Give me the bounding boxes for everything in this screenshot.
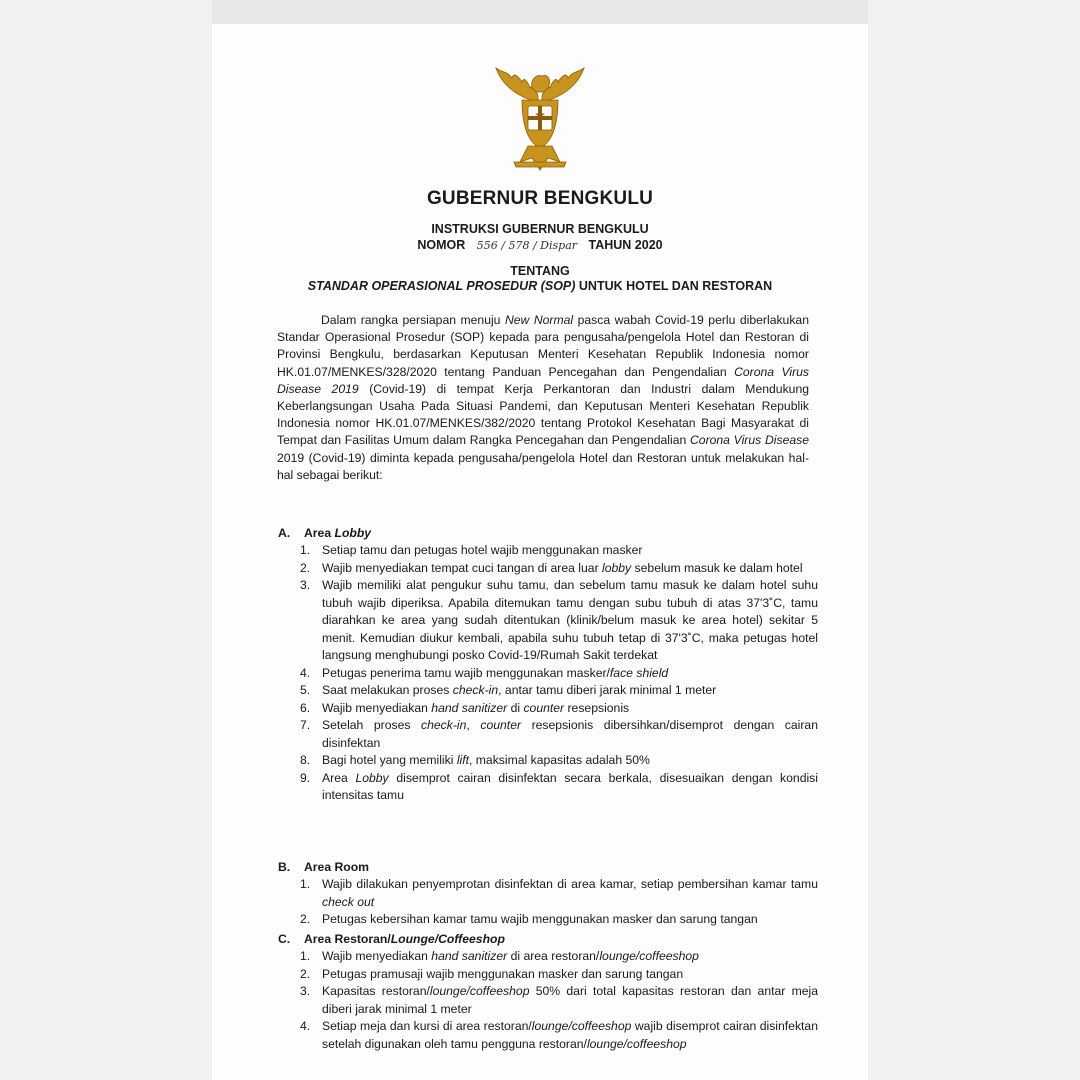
- subject-italic: STANDAR OPERASIONAL PROSEDUR (SOP): [307, 279, 576, 293]
- section-c-title-italic: Lounge/Coffeeshop: [390, 932, 505, 946]
- list-item: [278, 966, 818, 984]
- intro-paragraph: [277, 312, 809, 484]
- list-item-text: ,: [466, 718, 481, 732]
- list-item: [278, 948, 818, 966]
- list-item: [278, 1018, 818, 1053]
- list-item: [278, 911, 818, 929]
- list-item: [278, 717, 818, 752]
- section-b-title: Area Room: [304, 860, 370, 874]
- section-c-letter: C.: [278, 932, 291, 946]
- intro-text-1: Dalam rangka persiapan menuju: [321, 313, 505, 327]
- list-item-text: Petugas pramusaji wajib menggunakan masker dan sarung tangan: [322, 966, 684, 981]
- list-item-italic: lounge/coffeeshop: [531, 1019, 632, 1033]
- list-item-text: Wajib memiliki alat pengukur suhu tamu, dan sebelum tamu masuk ke dalam hotel suhu tubuh wajib diperiksa. Apabila ditemukan tamu dengan subu tubuh di atas 37'3˚C, tamu diarahkan ke area yang sudah ditentukan (klinik/belum masuk ke area hotel) sekitar 5 menit. Kemudian diukur kembali, apabila suhu tubuh tetap di 37'3˚C, maka petugas hotel langsung menghubungi posko Covid-19/Rumah Sakit terdekat: [322, 578, 818, 662]
- list-item-text: Saat melakukan proses: [322, 683, 453, 697]
- document-number: [212, 238, 868, 252]
- section-a: [278, 524, 818, 805]
- document-page: [212, 24, 868, 1080]
- list-item-number: 7.: [300, 718, 311, 732]
- list-item-number: 9.: [300, 770, 311, 785]
- document-subject: [212, 279, 868, 293]
- section-b-letter: B.: [278, 860, 291, 874]
- list-item: [278, 770, 818, 805]
- list-item-text: wajib disemprot cairan disinfektan setelah digunakan oleh tamu pengguna restoran/: [322, 1019, 818, 1051]
- list-item-number: 3.: [300, 984, 311, 998]
- list-item: [278, 665, 818, 683]
- list-item-number: 1.: [300, 543, 311, 557]
- list-item: [278, 752, 818, 770]
- section-a-list: [278, 542, 818, 805]
- list-item-text: Kapasitas restoran/: [322, 984, 430, 998]
- list-item-text: Setiap tamu dan petugas hotel wajib menggunakan masker: [322, 543, 643, 557]
- list-item-italic: Lobby: [355, 770, 389, 785]
- list-item-number: 6.: [300, 700, 311, 715]
- list-item-text: , maksimal kapasitas adalah 50%: [469, 753, 650, 767]
- garuda-emblem-icon: [492, 66, 588, 174]
- list-item-text: , antar tamu diberi jarak minimal 1 meter: [498, 683, 717, 697]
- list-item-text: Bagi hotel yang memiliki: [322, 753, 457, 767]
- list-item: [278, 542, 818, 560]
- list-item-italic: lobby: [602, 560, 632, 575]
- instruction-title: INSTRUKSI GUBERNUR BENGKULU: [431, 222, 649, 236]
- list-item: [278, 983, 818, 1018]
- list-item-text: resepsionis: [564, 700, 630, 715]
- section-a-title-italic: Lobby: [334, 526, 372, 540]
- nomor-handwritten: 556 / 578 / Dispar: [476, 239, 578, 252]
- section-c-heading: [278, 930, 818, 948]
- list-item-text: Wajib menyediakan tempat cuci tangan di area luar: [322, 560, 603, 575]
- list-item-text: sebelum masuk ke dalam hotel: [631, 560, 803, 575]
- list-item-italic: lounge/coffeeshop: [429, 984, 530, 998]
- list-item-text: di area restoran/: [507, 949, 600, 963]
- list-item-number: 4.: [300, 665, 311, 680]
- intro-italic-2: Corona Virus Disease 2019: [277, 364, 809, 396]
- list-item-number: 5.: [300, 683, 311, 697]
- list-item-number: 8.: [300, 753, 311, 767]
- list-item: [278, 700, 818, 718]
- list-item-italic: counter: [523, 700, 565, 715]
- list-item-text: Area: [322, 770, 356, 785]
- list-item-italic: lounge/coffeeshop: [599, 949, 699, 963]
- list-item-text: Wajib dilakukan penyemprotan disinfektan di area kamar, setiap pembersihan kamar tamu: [322, 877, 818, 891]
- list-item-text: Wajib menyediakan: [322, 949, 432, 963]
- list-item-text: Petugas penerima tamu wajib menggunakan masker/: [322, 665, 610, 680]
- section-a-title: Area: [304, 526, 335, 540]
- tahun-label: TAHUN 2020: [588, 238, 663, 252]
- list-item-number: 1.: [300, 949, 311, 963]
- list-item-italic: check-in: [452, 683, 499, 697]
- list-item-italic: face shield: [609, 665, 669, 680]
- intro-text-3: (Covid-19) di tempat Kerja Perkantoran dan Industri dalam Mendukung Keberlangsungan Usaha Pada Situasi Pandemi, dan Keputusan Menteri Kesehatan Republik Indonesia nomor HK.01.07/MENKES/382/2020 tentang Protokol Kesehatan Bagi Masyarakat di Tempat dan Fasilitas Umum dalam Rangka Pencegahan dan Pengendalian: [277, 381, 809, 448]
- top-strip: [212, 0, 868, 24]
- document-title: GUBERNUR BENGKULU: [426, 188, 654, 209]
- section-b-heading: [278, 858, 818, 876]
- list-item-text: disemprot cairan disinfektan secara berkala, disesuaikan dengan kondisi intensitas tamu: [322, 770, 818, 802]
- list-item-text: Petugas kebersihan kamar tamu wajib menggunakan masker dan sarung tangan: [322, 912, 758, 926]
- section-b: [278, 858, 818, 929]
- tentang-label: TENTANG: [510, 264, 570, 278]
- nomor-label: NOMOR: [417, 238, 466, 252]
- subject-rest: UNTUK HOTEL DAN RESTORAN: [575, 279, 773, 293]
- list-item-italic: counter: [480, 718, 522, 732]
- list-item-text: Wajib menyediakan: [322, 700, 432, 715]
- list-item-italic: check-in: [421, 718, 467, 732]
- list-item-italic: hand sanitizer: [431, 700, 508, 715]
- list-item-text: di: [507, 700, 524, 715]
- list-item-number: 2.: [300, 966, 311, 981]
- intro-italic-3: Corona Virus Disease: [689, 433, 809, 448]
- list-item-text: Setelah proses: [322, 718, 422, 732]
- list-item-italic: check out: [322, 894, 375, 909]
- list-item-number: 3.: [300, 578, 311, 592]
- list-item-text: 50% dari total kapasitas restoran dan antar meja diberi jarak minimal 1 meter: [322, 984, 818, 1016]
- section-c-title: Area Restoran/: [304, 932, 391, 946]
- section-c: [278, 930, 818, 1053]
- section-a-heading: [278, 524, 818, 542]
- list-item: [278, 682, 818, 700]
- list-item-number: 1.: [300, 877, 311, 891]
- list-item-text: resepsionis dibersihkan/disemprot dengan cairan disinfektan: [322, 718, 818, 750]
- list-item-italic: hand sanitizer: [431, 949, 508, 963]
- intro-italic-1: New Normal: [504, 313, 574, 327]
- section-b-list: [278, 876, 818, 929]
- list-item: [278, 577, 818, 665]
- list-item-number: 4.: [300, 1019, 311, 1033]
- list-item-number: 2.: [300, 912, 311, 926]
- intro-text-2: pasca wabah Covid-19 perlu diberlakukan Standar Operasional Prosedur (SOP) kepada para pengusaha/pengelola Hotel dan Restoran di Provinsi Bengkulu, berdasarkan Keputusan Menteri Kesehatan Republik Indonesia nomor HK.01.07/MENKES/328/2020 tentang Panduan Pencegahan dan Pengendalian: [277, 313, 809, 379]
- list-item-number: 2.: [300, 560, 311, 575]
- intro-text-4: 2019 (Covid-19) diminta kepada pengusaha/pengelola Hotel dan Restoran untuk melakukan hal-hal sebagai berikut:: [277, 450, 809, 482]
- list-item-text: Setiap meja dan kursi di area restoran/: [322, 1019, 532, 1033]
- list-item-italic: lift: [456, 753, 469, 767]
- list-item: [278, 876, 818, 911]
- section-a-letter: A.: [278, 526, 291, 540]
- list-item-italic: lounge/coffeeshop: [586, 1036, 687, 1051]
- section-c-list: [278, 948, 818, 1053]
- list-item: [278, 560, 818, 578]
